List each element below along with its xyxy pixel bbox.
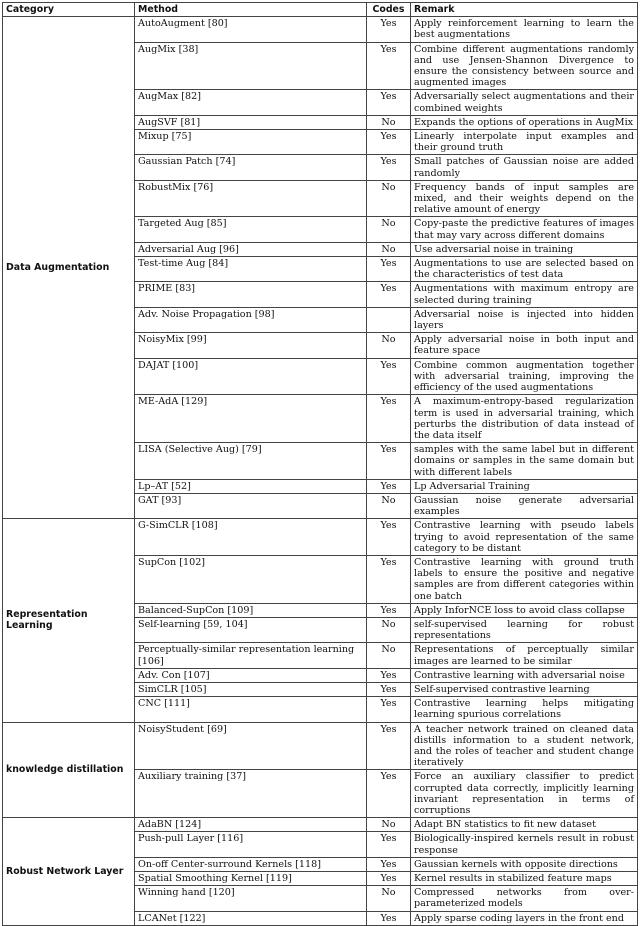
remark-cell: Force an auxiliary classifier to predict corrupted data correctly, implicitly learning invariant representation in terms of corruptions	[411, 770, 638, 818]
header-method: Method	[135, 3, 367, 17]
method-cell: G-SimCLR [108]	[135, 519, 367, 556]
method-cell: NoisyMix [99]	[135, 333, 367, 358]
remark-cell: Use adversarial noise in training	[411, 242, 638, 256]
remark-cell: Compressed networks from over-parameterized models	[411, 886, 638, 911]
method-cell: Adversarial Aug [96]	[135, 242, 367, 256]
method-cell: Auxiliary training [37]	[135, 770, 367, 818]
remark-cell: Biologically-inspired kernels result in robust response	[411, 832, 638, 857]
codes-cell: Yes	[367, 697, 411, 722]
remark-cell: A maximum-entropy-based regularization term is used in adversarial training, which perturbs the distribution of data instead of the data itself	[411, 395, 638, 443]
method-cell: PRIME [83]	[135, 282, 367, 307]
codes-cell: Yes	[367, 155, 411, 180]
remark-cell: Gaussian kernels with opposite directions	[411, 857, 638, 871]
header-codes: Codes	[367, 3, 411, 17]
codes-cell: Yes	[367, 911, 411, 925]
table-row	[3, 519, 638, 556]
codes-cell: Yes	[367, 682, 411, 696]
codes-cell: Yes	[367, 395, 411, 443]
remark-cell: Small patches of Gaussian noise are added randomly	[411, 155, 638, 180]
remark-cell: Contrastive learning with ground truth labels to ensure the positive and negative samples are from different categories within one batch	[411, 555, 638, 603]
method-cell: Adv. Noise Propagation [98]	[135, 307, 367, 332]
remark-cell: Lp Adversarial Training	[411, 479, 638, 493]
method-cell: GAT [93]	[135, 493, 367, 518]
remark-cell: samples with the same label but in different domains or samples in the same domain but with different labels	[411, 443, 638, 480]
method-cell: CNC [111]	[135, 697, 367, 722]
codes-cell: No	[367, 886, 411, 911]
codes-cell: Yes	[367, 130, 411, 155]
method-cell: AugMix [38]	[135, 42, 367, 90]
remark-cell: Adapt BN statistics to fit new dataset	[411, 818, 638, 832]
table-row	[3, 722, 638, 770]
table-row	[3, 818, 638, 832]
codes-cell: Yes	[367, 479, 411, 493]
methods-table	[2, 2, 638, 926]
codes-cell: No	[367, 617, 411, 642]
method-cell: Gaussian Patch [74]	[135, 155, 367, 180]
codes-cell: Yes	[367, 90, 411, 115]
codes-cell: Yes	[367, 722, 411, 770]
method-cell: AugSVF [81]	[135, 115, 367, 129]
header-row	[3, 3, 638, 17]
remark-cell: Copy-paste the predictive features of images that may vary across different domains	[411, 217, 638, 242]
codes-cell: Yes	[367, 832, 411, 857]
method-cell: Perceptually-similar representation learning [106]	[135, 643, 367, 668]
method-cell: LCANet [122]	[135, 911, 367, 925]
codes-cell: Yes	[367, 282, 411, 307]
codes-cell: Yes	[367, 519, 411, 556]
codes-cell: Yes	[367, 443, 411, 480]
remark-cell: Adversarial noise is injected into hidden layers	[411, 307, 638, 332]
codes-cell: Yes	[367, 668, 411, 682]
method-cell: AdaBN [124]	[135, 818, 367, 832]
method-cell: Adv. Con [107]	[135, 668, 367, 682]
method-cell: DAJAT [100]	[135, 358, 367, 395]
method-cell: Winning hand [120]	[135, 886, 367, 911]
category-cell: knowledge distillation	[3, 722, 135, 818]
remark-cell: Frequency bands of input samples are mixed, and their weights depend on the relative amount of energy	[411, 180, 638, 217]
remark-cell: Combine different augmentations randomly and use Jensen-Shannon Divergence to ensure the consistency between source and augmented images	[411, 42, 638, 90]
codes-cell: No	[367, 217, 411, 242]
remark-cell: Self-supervised contrastive learning	[411, 682, 638, 696]
method-cell: Self-learning [59, 104]	[135, 617, 367, 642]
codes-cell: Yes	[367, 555, 411, 603]
codes-cell: Yes	[367, 358, 411, 395]
method-cell: Push-pull Layer [116]	[135, 832, 367, 857]
method-cell: ME-AdA [129]	[135, 395, 367, 443]
remark-cell: Combine common augmentation together with adversarial training, improving the efficiency of the used augmentations	[411, 358, 638, 395]
method-cell: SimCLR [105]	[135, 682, 367, 696]
header-category: Category	[3, 3, 135, 17]
method-cell: AutoAugment [80]	[135, 17, 367, 42]
table-body	[3, 17, 638, 926]
remark-cell: self-supervised learning for robust representations	[411, 617, 638, 642]
method-cell: Test-time Aug [84]	[135, 257, 367, 282]
remark-cell: Apply reinforcement learning to learn the best augmentations	[411, 17, 638, 42]
method-cell: Lp–AT [52]	[135, 479, 367, 493]
remark-cell: A teacher network trained on cleaned data distills information to a student network, and the roles of teacher and student change iteratively	[411, 722, 638, 770]
method-cell: LISA (Selective Aug) [79]	[135, 443, 367, 480]
codes-cell: Yes	[367, 603, 411, 617]
remark-cell: Contrastive learning helps mitigating learning spurious correlations	[411, 697, 638, 722]
remark-cell: Kernel results in stabilized feature maps	[411, 872, 638, 886]
remark-cell: Apply sparse coding layers in the front end	[411, 911, 638, 925]
codes-cell: Yes	[367, 857, 411, 871]
table-row	[3, 17, 638, 42]
codes-cell: No	[367, 333, 411, 358]
category-cell: Robust Network Layer	[3, 818, 135, 926]
codes-cell: No	[367, 242, 411, 256]
method-cell: SupCon [102]	[135, 555, 367, 603]
method-cell: NoisyStudent [69]	[135, 722, 367, 770]
codes-cell: Yes	[367, 17, 411, 42]
codes-cell: No	[367, 115, 411, 129]
remark-cell: Apply adversarial noise in both input and feature space	[411, 333, 638, 358]
remark-cell: Contrastive learning with pseudo labels trying to avoid representation of the same category to be distant	[411, 519, 638, 556]
remark-cell: Augmentations with maximum entropy are selected during training	[411, 282, 638, 307]
remark-cell: Expands the options of operations in AugMix	[411, 115, 638, 129]
codes-cell: No	[367, 643, 411, 668]
method-cell: Mixup [75]	[135, 130, 367, 155]
codes-cell: Yes	[367, 872, 411, 886]
method-cell: Balanced-SupCon [109]	[135, 603, 367, 617]
method-cell: AugMax [82]	[135, 90, 367, 115]
remark-cell: Linearly interpolate input examples and their ground truth	[411, 130, 638, 155]
method-cell: On-off Center-surround Kernels [118]	[135, 857, 367, 871]
method-cell: Targeted Aug [85]	[135, 217, 367, 242]
category-cell: Data Augmentation	[3, 17, 135, 519]
remark-cell: Augmentations to use are selected based on the characteristics of test data	[411, 257, 638, 282]
header-remark: Remark	[411, 3, 638, 17]
remark-cell: Adversarially select augmentations and their combined weights	[411, 90, 638, 115]
remark-cell: Gaussian noise generate adversarial examples	[411, 493, 638, 518]
category-cell: Representation Learning	[3, 519, 135, 722]
codes-cell: Yes	[367, 42, 411, 90]
codes-cell: No	[367, 180, 411, 217]
method-cell: Spatial Smoothing Kernel [119]	[135, 872, 367, 886]
codes-cell: No	[367, 818, 411, 832]
codes-cell	[367, 307, 411, 332]
codes-cell: No	[367, 493, 411, 518]
codes-cell: Yes	[367, 257, 411, 282]
remark-cell: Contrastive learning with adversarial noise	[411, 668, 638, 682]
codes-cell: Yes	[367, 770, 411, 818]
remark-cell: Apply InforNCE loss to avoid class collapse	[411, 603, 638, 617]
method-cell: RobustMix [76]	[135, 180, 367, 217]
remark-cell: Representations of perceptually similar images are learned to be similar	[411, 643, 638, 668]
